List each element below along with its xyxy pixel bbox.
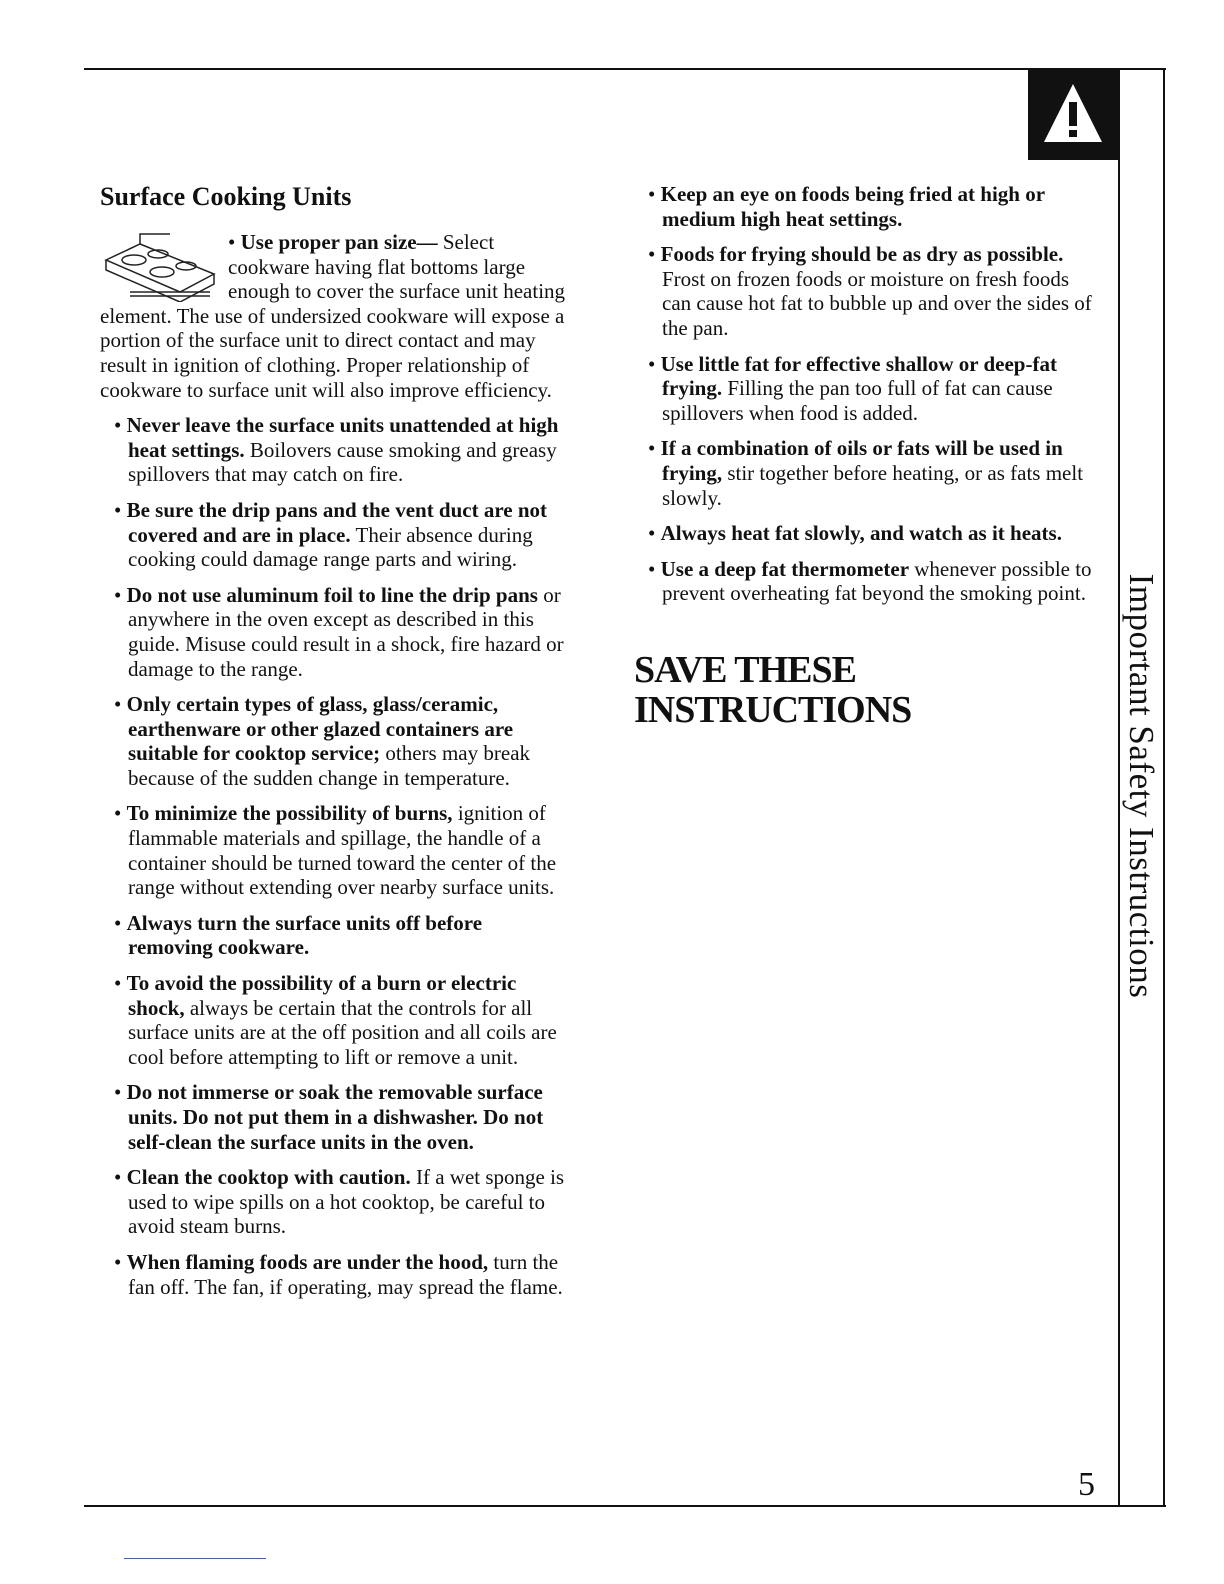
item-lead: Always heat fat slowly, and watch as it heats. bbox=[660, 521, 1062, 546]
list-item: • Use proper pan size— Select cookware having flat bottoms large enough to cover the surface unit heating element. The use of undersized cookware will expose a portion of the surface unit to direct contact and may result in ignition of clothing. Proper relationship of cookware to surface unit will also improve efficiency. bbox=[100, 230, 566, 402]
list-item: • Never leave the surface units unattended at high heat settings. Boilovers cause smoking and greasy spillovers that may catch on fire. bbox=[114, 413, 559, 487]
side-title: Important Safety Instructions bbox=[1122, 573, 1161, 999]
item-lead: To minimize the possibility of burns, bbox=[126, 801, 453, 826]
cooktop-icon bbox=[100, 230, 220, 302]
item-text: Frost on frozen foods or moisture on fresh foods can cause hot fat to bubble up and over the sides of the pan. bbox=[662, 266, 1092, 340]
item-text: or anywhere in the oven except as described in this guide. Misuse could result in a shock, fire hazard or damage to the range. bbox=[128, 582, 564, 681]
item-lead: When flaming foods are under the hood, bbox=[126, 1249, 489, 1274]
item-lead: Do not use aluminum foil to line the drip pans bbox=[126, 582, 538, 607]
list-item: • Always heat fat slowly, and watch as it heats. bbox=[648, 521, 1062, 546]
item-text: others may break because of the sudden change in temperature. bbox=[128, 741, 531, 790]
page-number: 5 bbox=[1078, 1466, 1095, 1503]
list-item: • Be sure the drip pans and the vent duct are not covered and are in place. Their absence during cooking could damage range parts and wiring. bbox=[114, 497, 548, 572]
item-lead: Keep an eye on foods being fried at high or medium high heat settings. bbox=[660, 182, 1045, 231]
list-item: • Foods for frying should be as dry as possible. Frost on frozen foods or moisture on fresh foods can cause hot fat to bubble up and over the sides of the pan. bbox=[648, 242, 1092, 340]
item-lead: Only certain types of glass, glass/ceramic, earthenware or other glazed containers are suitable for cooktop service; bbox=[126, 692, 514, 766]
list-item: • Clean the cooktop with caution. If a wet sponge is used to wipe spills on a hot cooktop, be careful to avoid steam burns. bbox=[114, 1165, 565, 1239]
warning-box bbox=[1028, 68, 1118, 160]
item-text: turn the fan off. The fan, if operating, may spread the flame. bbox=[128, 1249, 563, 1299]
item-lead: Use little fat for effective shallow or deep-fat frying. bbox=[660, 351, 1057, 401]
list-item: • When flaming foods are under the hood, turn the fan off. The fan, if operating, may spread the flame. bbox=[114, 1249, 563, 1299]
inner-right-rule bbox=[1118, 68, 1120, 1506]
item-lead: If a combination of oils or fats will be used in frying, bbox=[660, 436, 1063, 485]
save-line-1: SAVE THESE bbox=[634, 648, 857, 691]
list-item: • Always turn the surface units off before removing cookware. bbox=[114, 910, 483, 960]
item-text: Their absence during cooking could damage range parts and wiring. bbox=[128, 522, 533, 572]
item-text: stir together before heating, or as fats melt slowly. bbox=[662, 460, 1084, 510]
item-lead: Use a deep fat thermometer bbox=[660, 556, 910, 581]
item-lead: Clean the cooktop with caution. bbox=[126, 1165, 411, 1190]
item-text: always be certain that the controls for all surface units are at the off position and all coils are cool before attempting to lift or remove a unit. bbox=[128, 995, 557, 1069]
left-column bbox=[100, 182, 570, 1310]
item-lead: Foods for frying should be as dry as possible. bbox=[660, 242, 1064, 267]
item-text: If a wet sponge is used to wipe spills on a hot cooktop, be careful to avoid steam burns. bbox=[128, 1165, 565, 1239]
item-text: ignition of flammable materials and spillage, the handle of a container should be turned toward the center of the range without extending over nearby surface units. bbox=[128, 801, 557, 900]
item-lead: Be sure the drip pans and the vent duct are not covered and are in place. bbox=[126, 497, 548, 547]
list-item: • Do not immerse or soak the removable surface units. Do not put them in a dishwasher. Do not self-clean the surface units in the oven. bbox=[114, 1080, 544, 1154]
list-item: • Use a deep fat thermometer whenever possible to prevent overheating fat beyond the smoking point. bbox=[648, 556, 1092, 606]
top-rule bbox=[84, 68, 1166, 70]
list-item: • Do not use aluminum foil to line the drip pans or anywhere in the oven except as described in this guide. Misuse could result in a shock, fire hazard or damage to the range. bbox=[114, 582, 564, 681]
item-text: Filling the pan too full of fat can cause spillovers when food is added. bbox=[662, 376, 1053, 425]
warning-triangle-icon bbox=[1042, 80, 1104, 146]
footer-link-line bbox=[124, 1558, 266, 1559]
item-text: whenever possible to prevent overheating fat beyond the smoking point. bbox=[662, 556, 1092, 606]
save-line-2: INSTRUCTIONS bbox=[634, 688, 912, 731]
list-item: • To minimize the possibility of burns, ignition of flammable materials and spillage, the handle of a container should be turned toward the center of the range without extending over nearby surface units. bbox=[114, 801, 557, 900]
item-lead: Do not immerse or soak the removable surface units. Do not put them in a dishwasher. Do not self-clean the surface units in the oven. bbox=[126, 1080, 544, 1154]
item-text: Boilovers cause smoking and greasy spillovers that may catch on fire. bbox=[128, 437, 557, 487]
save-instructions-heading bbox=[634, 650, 1094, 730]
item-lead: Never leave the surface units unattended at high heat settings. bbox=[126, 413, 559, 462]
list-item: • Only certain types of glass, glass/ceramic, earthenware or other glazed containers are suitable for cooktop service; others may break because of the sudden change in temperature. bbox=[114, 692, 531, 790]
section-title: Surface Cooking Units bbox=[100, 182, 352, 211]
list-item: • To avoid the possibility of a burn or electric shock, always be certain that the controls for all surface units are at the off position and all coils are cool before attempting to lift or remove a unit. bbox=[114, 971, 557, 1069]
list-item: • Use little fat for effective shallow or deep-fat frying. Filling the pan too full of fat can cause spillovers when food is added. bbox=[648, 351, 1057, 425]
list-item: • If a combination of oils or fats will be used in frying, stir together before heating, or as fats melt slowly. bbox=[648, 436, 1084, 510]
item-lead: Always turn the surface units off before removing cookware. bbox=[126, 910, 483, 960]
item-lead: To avoid the possibility of a burn or electric shock, bbox=[126, 971, 517, 1020]
right-column bbox=[634, 182, 1094, 730]
item-text: Select cookware having flat bottoms large enough to cover the surface unit heating element. The use of undersized cookware will expose a portion of the surface unit to direct contact and may result in ignition of clothing. Proper relationship of cookware to surface unit will also improve efficiency. bbox=[100, 230, 566, 402]
right-rule bbox=[1163, 68, 1165, 1506]
item-lead: Use proper pan size— bbox=[240, 230, 438, 254]
bottom-rule bbox=[84, 1505, 1166, 1507]
list-item: • Keep an eye on foods being fried at high or medium high heat settings. bbox=[648, 182, 1045, 231]
